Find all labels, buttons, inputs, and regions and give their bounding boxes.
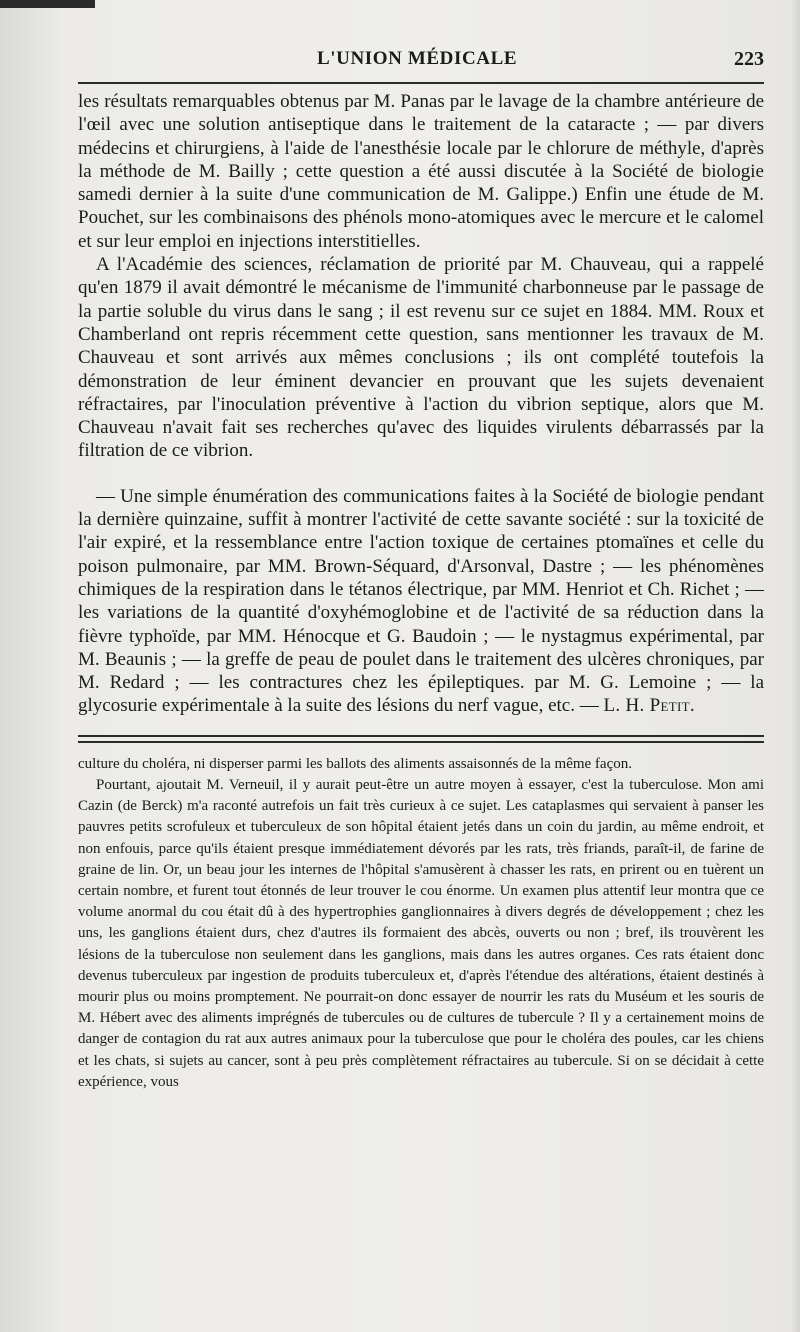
paragraph-3-text: — Une simple énumération des communications faites à la Société de biologie pendant la dernière quinzaine, suffit à montrer l'activité de cette savante société : sur la toxicité de l'air expiré, et la ressemblance entre l'action toxique de certaines ptomaïnes et celle du poison pulmonaire, par MM. Brown-Séquard, d'Arsonval, Dastre ; — les phénomènes chimiques de la respiration dans le tétanos électrique, par MM. Henriot et Ch. Richet ; — les variations de la quantité d'oxyhémoglobine et de l'activité de sa réduction dans la fièvre typhoïde, par MM. Hénocque et G. Baudoin ; — le nystagmus expérimental, par M. Beaunis ; — la greffe de peau de poulet dans le traitement des ulcères chroniques, par M. Redard ; — les contractures chez les épileptiques. par M. G. Lemoine ; — la glycosurie expérimentale à la suite des lésions du nerf vague, etc. —	[78, 485, 764, 717]
page-number: 223	[734, 48, 764, 70]
running-title: L'UNION MÉDICALE	[317, 48, 518, 69]
footnote-text	[78, 754, 764, 1093]
header-rule	[78, 82, 764, 84]
footnote-separator	[78, 735, 764, 746]
paragraph-3	[78, 485, 764, 718]
paragraph-gap	[78, 463, 764, 485]
footnote-paragraph-2: Pourtant, ajoutait M. Verneuil, il y aurait peut-être un autre moyen à essayer, c'est la tuberculose. Mon ami Cazin (de Berck) m'a raconté autrefois un fait très curieux à ce sujet. Les cataplasmes qui servaient à panser les pauvres petits scrofuleux et tuberculeux de son hôpital étaient jetés dans un coin du jardin, au même endroit, et non enfouis, parce qu'ils étaient presque immédiatement dévorés par les rats, très friands, paraît-il, de farine de graine de lin. Or, un beau jour les internes de l'hôpital s'amusèrent à chasser les rats, en prirent ou en tuèrent un certain nombre, et furent tout étonnés de leur trouver le cou énorme. Un examen plus attentif leur montra que ce volume anormal du cou était dû à des hypertrophies ganglionnaires à divers degrés de développement ; chez les uns, les ganglions étaient durs, chez d'autres ils formaient des abcès, ouverts ou non ; bref, ils trouvèrent les lésions de la tuberculose non seulement dans les ganglions, mais dans les autres organes. Ces rats étaient donc devenus tuberculeux par ingestion de produits tuberculeux et, d'après l'étendue des altérations, étaient destinés à mourir plus ou moins promptement. Ne pourrait-on donc essayer de nourrir les rats du Muséum et les souris de M. Hébert avec des aliments imprégnés de tubercules ou de cultures de tubercule ? Il y a certainement moins de danger de contagion du rat aux autres animaux pour la tuberculose que pour le choléra des poules, car les chiens et les chats, si sujets au cancer, sont à peu près complètement réfractaires au tubercule. Si on se décidait à cette expérience, vous	[78, 776, 764, 1090]
footnote-paragraph-1: culture du choléra, ni disperser parmi les ballots des aliments assaisonnés de la même façon.	[78, 755, 632, 772]
paragraph-1: les résultats remarquables obtenus par M. Panas par le lavage de la chambre antérieure de l'œil avec une solution antiseptique dans le traitement de la cataracte ; — par divers médecins et chirurgiens, à l'aide de l'anesthésie locale par le chlorure de méthyle, d'après la méthode de M. Bailly ; cette question a été aussi discutée à la Société de biologie samedi dernier à la suite d'une communication de M. Galippe.) Enfin une étude de M. Pouchet, sur les combinaisons des phénols mono-atomiques avec le mercure et le calomel et sur leur emploi en injections interstitielles.	[78, 91, 764, 252]
scan-mark	[0, 0, 95, 8]
main-text	[78, 90, 764, 718]
page-header	[78, 42, 764, 84]
paragraph-2: A l'Académie des sciences, réclamation de priorité par M. Chauveau, qui a rappelé qu'en 1879 il avait démontré le mécanisme de l'immunité charbonneuse par le passage de la partie soluble du virus dans le sang ; il est revenu sur ce sujet en 1884. MM. Roux et Chamberland ont repris récemment cette question, sans mentionner les travaux de M. Chauveau et sont arrivés aux mêmes conclusions ; ils ont complété toutefois la démonstration de leur éminent devancier en prouvant que les sujets devenaient réfractaires, par l'inoculation préventive à l'action du vibrion septique, alors que M. Chauveau n'avait fait ses recherches qu'avec des liquides virulents débarrassés par la filtration de ce vibrion.	[78, 254, 764, 462]
author-signature: L. H. Petit.	[603, 695, 695, 717]
page-edge-shadow	[790, 0, 800, 1332]
